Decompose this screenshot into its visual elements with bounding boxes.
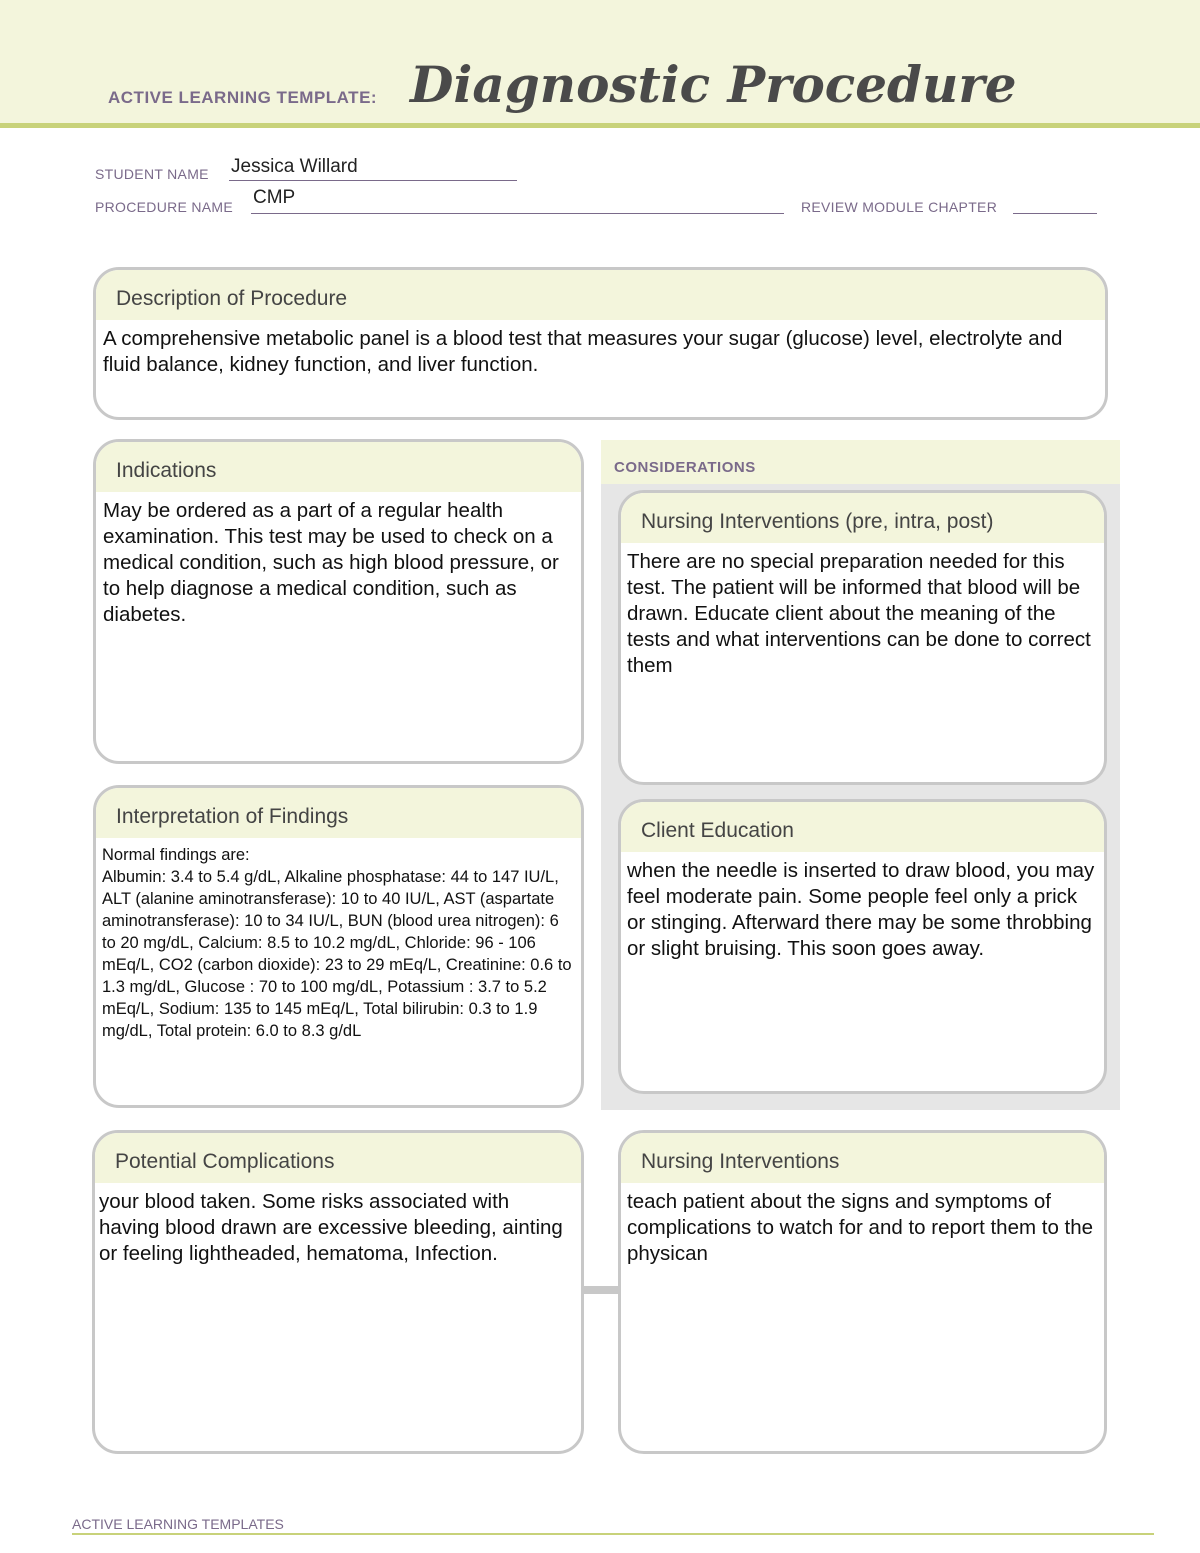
indications-text[interactable]: May be ordered as a part of a regular health examination. This test may be used to check on a medical condition, such as high blood pressure, or to help diagnose a medical condition, such as diabetes. bbox=[103, 499, 559, 626]
client-education-text[interactable]: when the needle is inserted to draw blood, you may feel moderate pain. Some people feel only a prick or stinging. Afterward there may be some throbbing or slight bruising. This soon goes away. bbox=[627, 859, 1095, 960]
footer-divider bbox=[72, 1533, 1154, 1535]
interpretation-values: Albumin: 3.4 to 5.4 g/dL, Alkaline phosphatase: 44 to 147 IU/L, ALT (alanine aminotransferase): 10 to 40 IU/L, AST (aspartate aminotransferase): 10 to 34 IU/L, BUN (blood urea nitrogen): 6 to 20 mg/dL, Calcium: 8.5 to 10.2 mg/dL, Chloride: 96 - 106 mEq/L, CO2 (carbon dioxide): 23 to 29 mEq/L, Creatinine: 0.6 to 1.3 mg/dL, Glucose : 70 to 100 mg/dL, Potassium : 3.7 to 5.2 mEq/L, Sodium: 135 to 145 mEq/L, Total bilirubin: 0.3 to 1.9 mg/dL, Total protein: 6.0 to 8.3 g/dL bbox=[102, 868, 572, 1040]
student-name-line bbox=[229, 180, 517, 181]
complications-box bbox=[92, 1130, 584, 1454]
header-divider bbox=[0, 123, 1200, 128]
interpretation-text[interactable] bbox=[96, 838, 581, 1042]
nursing-interventions-text[interactable]: teach patient about the signs and symptoms of complications to watch for and to report them to the physican bbox=[627, 1190, 1094, 1265]
student-name-field[interactable]: Jessica Willard bbox=[231, 156, 358, 177]
description-text[interactable]: A comprehensive metabolic panel is a blood test that measures your sugar (glucose) level, electrolyte and fluid balance, kidney function, and liver function. bbox=[103, 327, 1063, 376]
complications-heading: Potential Complications bbox=[95, 1133, 581, 1183]
client-education-heading: Client Education bbox=[621, 802, 1104, 852]
interpretation-intro: Normal findings are: bbox=[102, 846, 250, 864]
indications-heading: Indications bbox=[96, 442, 581, 492]
description-box bbox=[93, 267, 1108, 420]
nursing-interventions-heading: Nursing Interventions bbox=[621, 1133, 1104, 1183]
nursing-pre-text[interactable]: There are no special preparation needed for this test. The patient will be informed that blood will be drawn. Educate client about the meaning of the tests and what interventions can be done to correct them bbox=[627, 550, 1091, 677]
description-heading: Description of Procedure bbox=[96, 270, 1105, 320]
procedure-name-label: PROCEDURE NAME bbox=[95, 199, 233, 215]
nursing-pre-box bbox=[618, 490, 1107, 785]
review-module-label: REVIEW MODULE CHAPTER bbox=[801, 199, 998, 215]
nursing-interventions-box bbox=[618, 1130, 1107, 1454]
complications-text[interactable]: your blood taken. Some risks associated with having blood drawn are excessive bleeding, ainting or feeling lightheaded, hematoma, Infection. bbox=[99, 1190, 563, 1265]
nursing-pre-heading: Nursing Interventions (pre, intra, post) bbox=[621, 493, 1104, 543]
student-name-label: STUDENT NAME bbox=[95, 166, 209, 182]
page-title: Diagnostic Procedure bbox=[410, 55, 1017, 114]
box-connector bbox=[581, 1286, 621, 1294]
review-module-field[interactable] bbox=[1013, 213, 1097, 214]
procedure-name-line bbox=[251, 213, 784, 214]
client-education-box bbox=[618, 799, 1107, 1094]
interpretation-box bbox=[93, 785, 584, 1108]
considerations-label: CONSIDERATIONS bbox=[614, 459, 756, 476]
footer-label: ACTIVE LEARNING TEMPLATES bbox=[72, 1516, 284, 1532]
procedure-name-field[interactable]: CMP bbox=[253, 187, 296, 208]
indications-box bbox=[93, 439, 584, 764]
template-label: ACTIVE LEARNING TEMPLATE: bbox=[108, 88, 378, 107]
interpretation-heading: Interpretation of Findings bbox=[96, 788, 581, 838]
